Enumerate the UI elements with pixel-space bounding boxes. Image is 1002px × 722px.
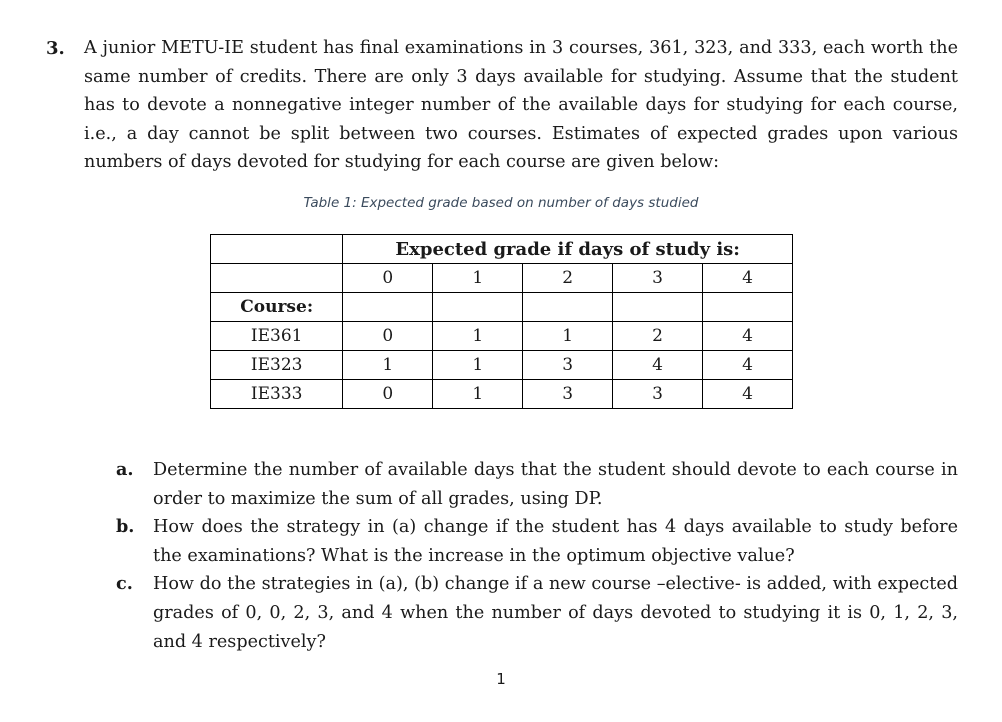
question-letter: c. xyxy=(116,573,133,595)
course-name: IE333 xyxy=(211,380,343,409)
empty-cell xyxy=(523,293,613,322)
table-row xyxy=(211,380,793,409)
course-label-row xyxy=(211,293,793,322)
header-empty-cell xyxy=(211,235,343,264)
grade-cell: 4 xyxy=(703,351,793,380)
table-header-title: Expected grade if days of study is: xyxy=(343,235,793,264)
grade-cell: 1 xyxy=(433,351,523,380)
expected-grade-table xyxy=(210,234,793,409)
grade-cell: 1 xyxy=(433,380,523,409)
grade-cell: 3 xyxy=(523,380,613,409)
question-letter: a. xyxy=(116,459,134,480)
course-name: IE323 xyxy=(211,351,343,380)
day-cell: 3 xyxy=(613,264,703,293)
grade-cell: 1 xyxy=(433,322,523,351)
table-row xyxy=(211,322,793,351)
grade-cell: 3 xyxy=(613,380,703,409)
days-row xyxy=(211,264,793,293)
empty-cell xyxy=(433,293,523,322)
grade-cell: 3 xyxy=(523,351,613,380)
course-name: IE361 xyxy=(211,322,343,351)
empty-cell xyxy=(343,293,433,322)
empty-cell xyxy=(613,293,703,322)
grade-cell: 4 xyxy=(703,322,793,351)
days-empty-cell xyxy=(211,264,343,293)
question-letter: b. xyxy=(116,516,135,538)
question-text: Determine the number of available days that the student should devote to each course in order to maximize the sum of all grades, using DP. xyxy=(153,460,958,509)
grade-cell: 4 xyxy=(613,351,703,380)
day-cell: 0 xyxy=(343,264,433,293)
empty-cell xyxy=(703,293,793,322)
question-text: How does the strategy in (a) change if the student has 4 days available to study before the examinations? What is the increase in the optimum objective value? xyxy=(153,517,958,566)
problem-number: 3. xyxy=(46,38,65,59)
course-label: Course: xyxy=(211,293,343,322)
question-c xyxy=(116,570,958,656)
question-text: How do the strategies in (a), (b) change if a new course –elective- is added, with expected grades of 0, 0, 2, 3, and 4 when the number of days devoted to studying it is 0, 1, 2, 3, and 4 respectively? xyxy=(153,574,958,652)
grade-cell: 2 xyxy=(613,322,703,351)
question-list xyxy=(116,456,958,656)
question-a xyxy=(116,456,958,513)
grade-cell: 0 xyxy=(343,380,433,409)
table-caption: Table 1: Expected grade based on number of days studied xyxy=(303,195,699,211)
grade-cell: 0 xyxy=(343,322,433,351)
grade-cell: 1 xyxy=(343,351,433,380)
problem-text: A junior METU-IE student has final examinations in 3 courses, 361, 323, and 333, each worth the same number of credits. There are only 3 days available for studying. Assume that the student has to devote a nonnegative integer number of the available days for studying for each course, i.e., a day cannot be split between two courses. Estimates of expected grades upon various numbers of days devoted for studying for each course are given below: xyxy=(84,38,958,173)
table-row xyxy=(211,351,793,380)
question-b xyxy=(116,513,958,570)
grade-cell: 1 xyxy=(523,322,613,351)
day-cell: 4 xyxy=(703,264,793,293)
page-number: 1 xyxy=(496,670,506,688)
table-header-row xyxy=(211,235,793,264)
problem-statement xyxy=(46,34,958,177)
grade-cell: 4 xyxy=(703,380,793,409)
day-cell: 1 xyxy=(433,264,523,293)
day-cell: 2 xyxy=(523,264,613,293)
